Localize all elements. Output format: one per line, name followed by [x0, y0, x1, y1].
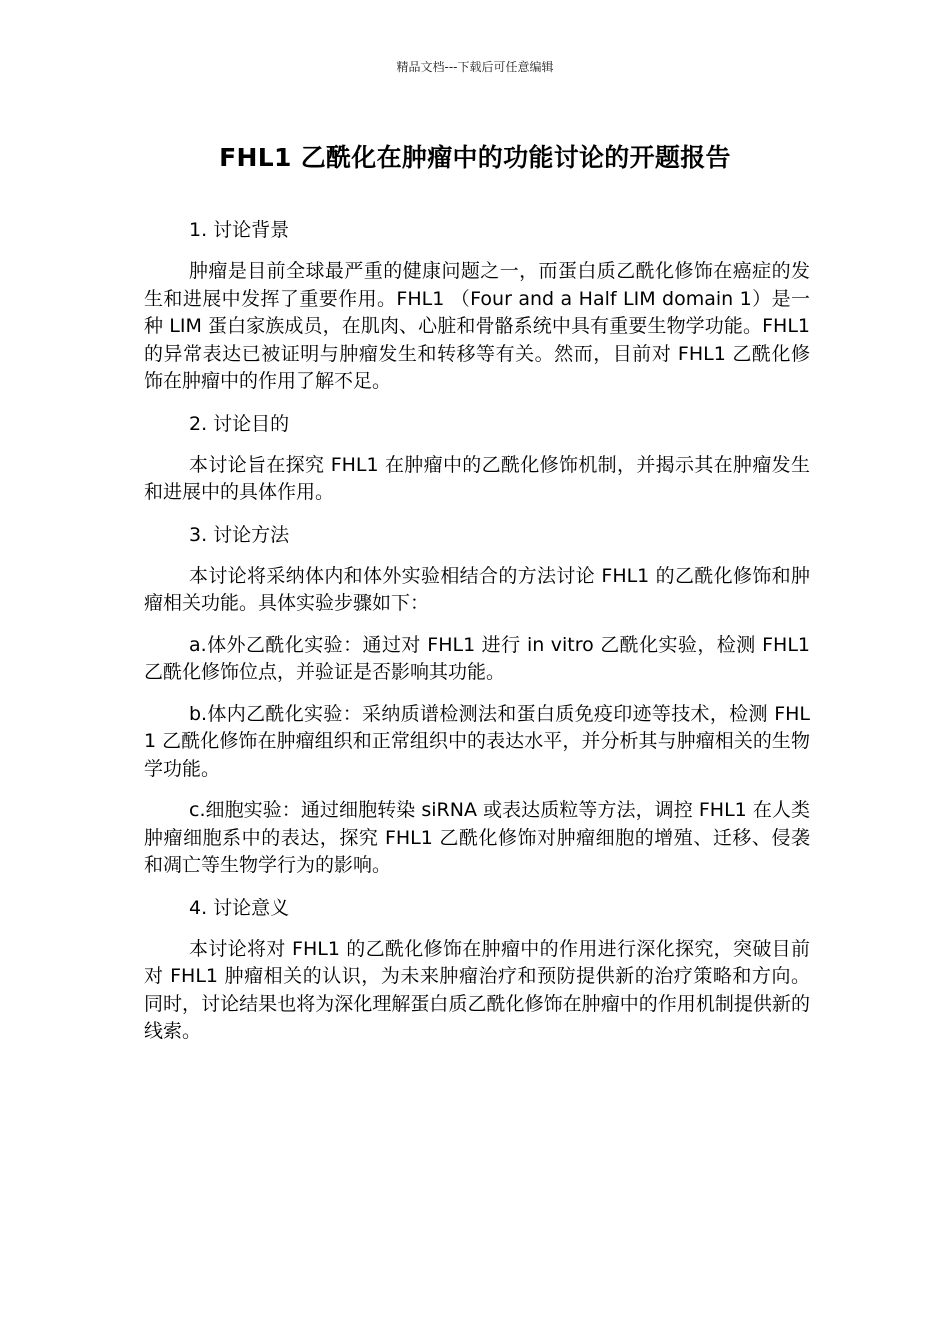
section-heading-purpose: 2. 讨论目的 — [189, 412, 290, 435]
section-heading-background: 1. 讨论背景 — [189, 219, 290, 241]
paragraph-purpose: 本讨论旨在探究 FHL1 在肿瘤中的乙酰化修饰机制，并揭示其在肿瘤发生和进展中的具体作用。 — [144, 453, 810, 503]
paragraph-significance: 本讨论将对 FHL1 的乙酰化修饰在肿瘤中的作用进行深化探究，突破目前对 FHL1 肿瘤相关的认识，为未来肿瘤治疗和预防提供新的治疗策略和方向。同时，讨论结果也将为深化理解蛋白质乙酰化修饰在肿瘤中的作用机制提供新的线索。 — [144, 937, 810, 1042]
paragraph-methods-intro: 本讨论将采纳体内和体外实验相结合的方法讨论 FHL1 的乙酰化修饰和肿瘤相关功能。具体实验步骤如下： — [144, 564, 810, 614]
header-note: 精品文档---下载后可任意编辑 — [396, 60, 554, 74]
paragraph-background: 肿瘤是目前全球最严重的健康问题之一，而蛋白质乙酰化修饰在癌症的发生和进展中发挥了重要作用。FHL1 （Four and a Half LIM domain 1）是一种 LIM 蛋白家族成员，在肌肉、心脏和骨骼系统中具有重要生物学功能。FHL1 的异常表达已被证明与肿瘤发生和转移等有关。然而，目前对 FHL1 乙酰化修饰在肿瘤中的作用了解不足。 — [144, 260, 810, 392]
section-heading-significance: 4. 讨论意义 — [189, 896, 290, 919]
paragraph-method-step-c: c.细胞实验：通过细胞转染 siRNA 或表达质粒等方法，调控 FHL1 在人类肿瘤细胞系中的表达，探究 FHL1 乙酰化修饰对肿瘤细胞的增殖、迁移、侵袭和凋亡等生物学行为的影响。 — [144, 799, 810, 876]
section-heading-methods: 3. 讨论方法 — [189, 523, 290, 546]
paragraph-method-step-a: a.体外乙酰化实验：通过对 FHL1 进行 in vitro 乙酰化实验，检测 FHL1 乙酰化修饰位点，并验证是否影响其功能。 — [144, 633, 810, 683]
document-body — [144, 216, 810, 1060]
document-title: FHL1 乙酰化在肿瘤中的功能讨论的开题报告 — [219, 143, 731, 172]
paragraph-method-step-b: b.体内乙酰化实验：采纳质谱检测法和蛋白质免疫印迹等技术，检测 FHL1 乙酰化修饰在肿瘤组织和正常组织中的表达水平，并分析其与肿瘤相关的生物学功能。 — [144, 702, 810, 780]
